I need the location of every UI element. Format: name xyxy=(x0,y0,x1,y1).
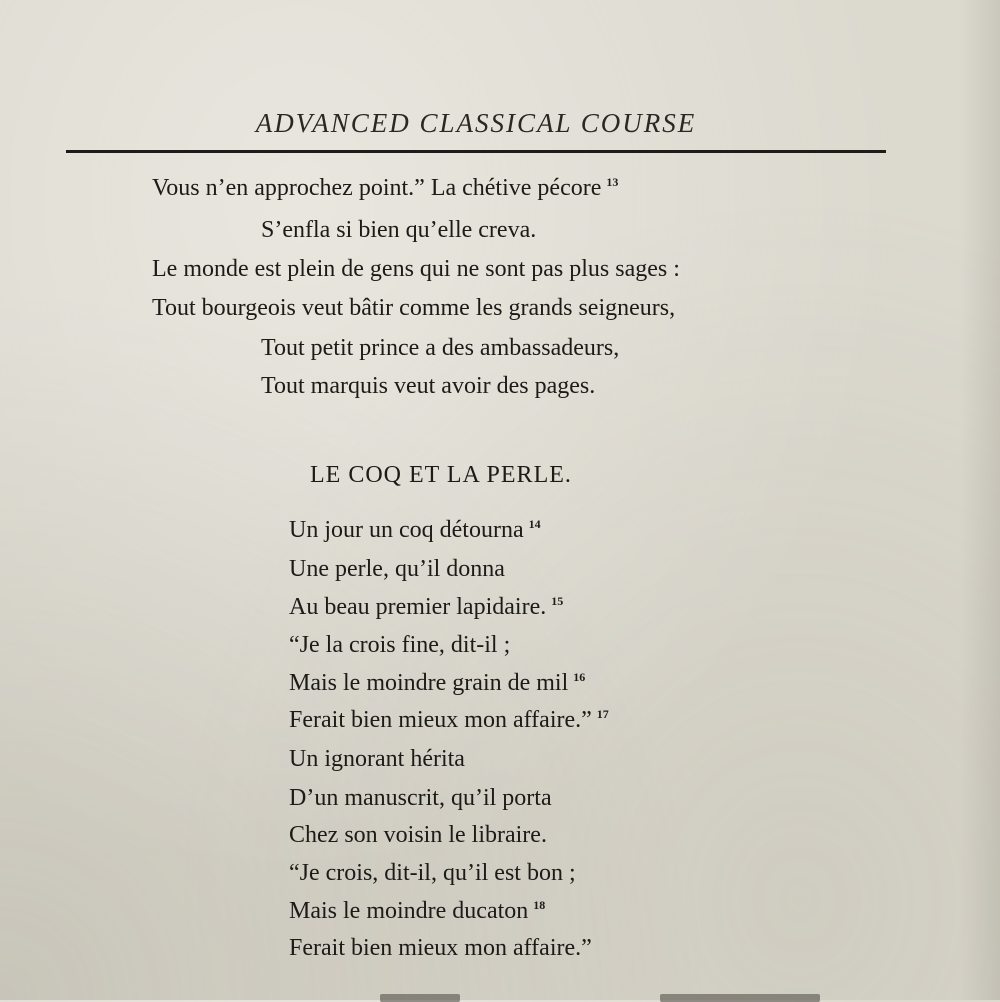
verse-text: Le monde est plein de gens qui ne sont pas plus sages : xyxy=(152,256,680,282)
page-edge-shadow xyxy=(960,0,1000,1000)
verse-line xyxy=(289,556,505,583)
footnote-marker: 16 xyxy=(573,670,586,684)
verse-line xyxy=(152,295,675,322)
running-head: ADVANCED CLASSICAL COURSE xyxy=(255,108,697,138)
verse-text: “Je crois, dit-il, qu’il est bon ; xyxy=(289,860,576,886)
verse-text: Mais le moindre grain de mil xyxy=(289,670,569,696)
verse-line xyxy=(152,175,618,202)
verse-line xyxy=(289,594,563,621)
verse-line xyxy=(261,335,619,362)
cut-off-text-fragment xyxy=(660,994,820,1002)
verse-text: Tout bourgeois veut bâtir comme les grands seigneurs, xyxy=(152,295,676,321)
verse-text: Chez son voisin le libraire. xyxy=(289,822,547,848)
verse-text: Au beau premier lapidaire. xyxy=(289,594,547,620)
verse-line xyxy=(289,707,609,734)
header-rule xyxy=(66,150,886,153)
verse-text: Un jour un coq détourna xyxy=(289,517,524,543)
verse-text: D’un manuscrit, qu’il porta xyxy=(289,785,552,811)
verse-text: Tout marquis veut avoir des pages. xyxy=(261,373,596,399)
cut-off-text-fragment xyxy=(380,994,460,1002)
verse-text: Tout petit prince a des ambassadeurs, xyxy=(261,335,620,361)
verse-text: Mais le moindre ducaton xyxy=(289,898,529,924)
verse-line xyxy=(289,822,547,849)
verse-line xyxy=(289,670,585,697)
verse-text: Ferait bien mieux mon affaire.” xyxy=(289,935,592,961)
footnote-marker: 13 xyxy=(606,175,619,189)
verse-text: Un ignorant hérita xyxy=(289,746,465,772)
verse-line xyxy=(152,256,680,283)
verse-text: “Je la crois fine, dit-il ; xyxy=(289,632,511,658)
verse-text: S’enfla si bien qu’elle creva. xyxy=(261,217,537,243)
verse-line xyxy=(289,746,465,773)
verse-text: Une perle, qu’il donna xyxy=(289,556,505,582)
verse-line xyxy=(289,517,541,544)
verse-line xyxy=(289,898,545,925)
verse-line xyxy=(289,935,592,962)
verse-line xyxy=(261,373,595,400)
poem-title: LE COQ ET LA PERLE. xyxy=(310,462,572,488)
verse-line xyxy=(261,217,536,244)
verse-text: Vous n’en approchez point.” La chétive pécore xyxy=(152,175,602,201)
verse-line xyxy=(289,632,510,659)
verse-text: Ferait bien mieux mon affaire.” xyxy=(289,707,592,733)
footnote-marker: 17 xyxy=(596,707,609,721)
verse-line xyxy=(289,785,552,812)
verse-line xyxy=(289,860,576,887)
footnote-marker: 18 xyxy=(533,898,546,912)
footnote-marker: 14 xyxy=(528,517,541,531)
footnote-marker: 15 xyxy=(551,594,564,608)
